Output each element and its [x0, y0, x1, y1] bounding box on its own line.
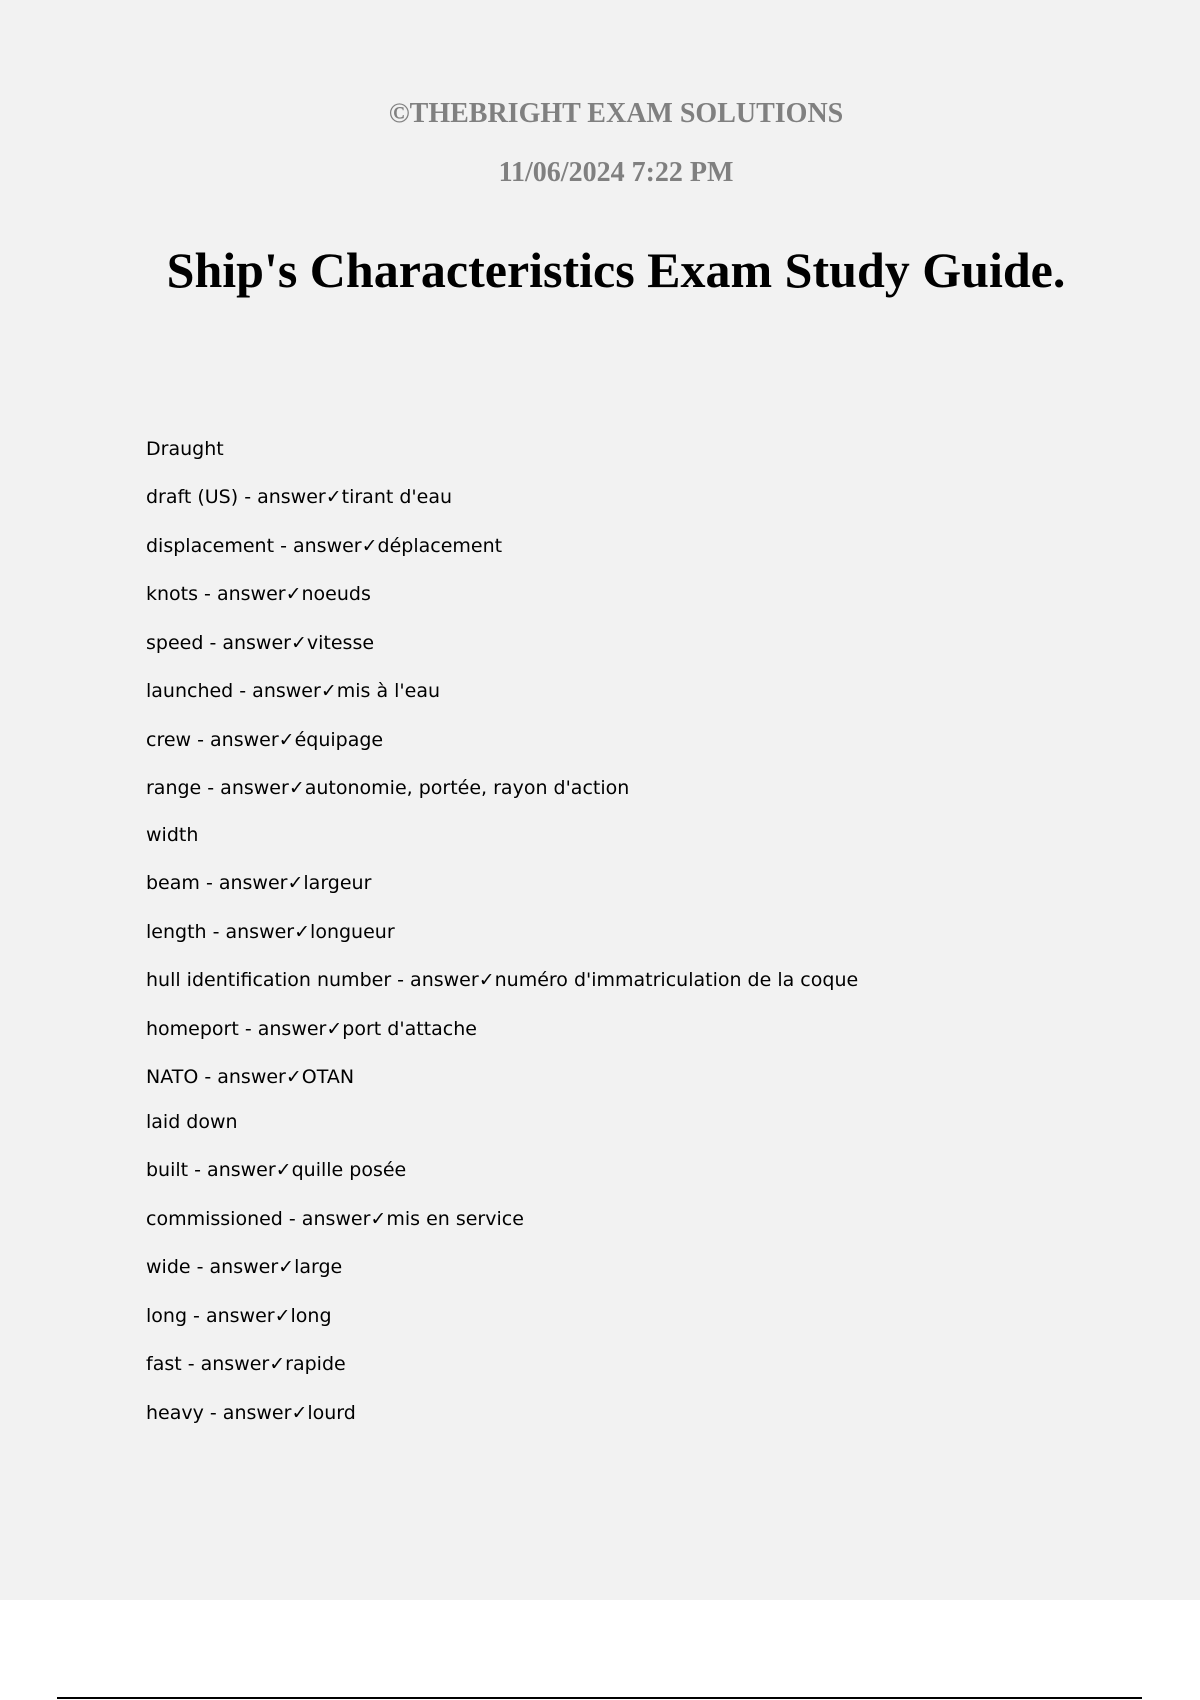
term-label: beam - answer	[146, 872, 288, 894]
term-label: speed - answer	[146, 632, 291, 654]
checkmark-icon: ✓	[290, 632, 307, 654]
term-label: launched - answer	[146, 680, 321, 702]
list-item	[146, 1109, 238, 1135]
term-answer: vitesse	[306, 632, 375, 654]
term-label: wide - answer	[146, 1256, 279, 1278]
list-item	[146, 870, 371, 896]
term-label: crew - answer	[146, 729, 279, 751]
document-title: Ship's Characteristics Exam Study Guide.	[166, 242, 1066, 298]
term-answer: OTAN	[301, 1066, 355, 1088]
term-label: built - answer	[146, 1159, 276, 1181]
term-label: length - answer	[146, 921, 295, 943]
term-answer: mis en service	[386, 1208, 524, 1230]
checkmark-icon: ✓	[278, 729, 295, 751]
list-item	[146, 1400, 356, 1426]
term-answer: port d'attache	[342, 1018, 477, 1040]
term-answer: équipage	[294, 729, 384, 751]
term-label: knots - answer	[146, 583, 286, 605]
checkmark-icon: ✓	[287, 872, 304, 894]
copyright-header: ©THEBRIGHT EXAM SOLUTIONS	[388, 98, 844, 129]
term-answer: numéro d'immatriculation de la coque	[494, 969, 859, 991]
term-label: NATO - answer	[146, 1066, 286, 1088]
list-item	[146, 1303, 332, 1329]
term-label: long - answer	[146, 1305, 275, 1327]
term-label: draft (US) - answer	[146, 486, 326, 508]
list-item	[146, 1157, 406, 1183]
list-item	[146, 630, 374, 656]
list-item	[146, 1351, 346, 1377]
list-item	[146, 822, 198, 848]
checkmark-icon: ✓	[269, 1353, 286, 1375]
checkmark-icon: ✓	[275, 1159, 292, 1181]
term-label: width	[146, 824, 199, 846]
term-answer: longueur	[310, 921, 395, 943]
list-item	[146, 581, 371, 607]
checkmark-icon: ✓	[370, 1208, 387, 1230]
term-label: laid down	[146, 1111, 238, 1133]
list-item	[146, 1016, 477, 1042]
term-label: heavy - answer	[146, 1402, 292, 1424]
term-answer: déplacement	[377, 535, 503, 557]
list-item	[146, 436, 224, 462]
list-item	[146, 919, 395, 945]
date-header: 11/06/2024 7:22 PM	[498, 157, 734, 188]
checkmark-icon: ✓	[361, 535, 378, 557]
checkmark-icon: ✓	[320, 680, 337, 702]
term-label: range - answer	[146, 777, 289, 799]
list-item	[146, 678, 440, 704]
list-item	[146, 727, 383, 753]
list-item	[146, 1206, 524, 1232]
term-answer: rapide	[285, 1353, 346, 1375]
footer-divider	[57, 1697, 1142, 1699]
term-label: hull identification number - answer	[146, 969, 479, 991]
checkmark-icon: ✓	[274, 1305, 291, 1327]
term-label: fast - answer	[146, 1353, 270, 1375]
checkmark-icon: ✓	[288, 777, 305, 799]
checkmark-icon: ✓	[326, 1018, 343, 1040]
term-answer: tirant d'eau	[341, 486, 453, 508]
term-answer: largeur	[303, 872, 372, 894]
term-answer: mis à l'eau	[336, 680, 441, 702]
term-answer: noeuds	[301, 583, 371, 605]
checkmark-icon: ✓	[285, 583, 302, 605]
term-label: Draught	[146, 438, 224, 460]
list-item	[146, 484, 452, 510]
term-label: commissioned - answer	[146, 1208, 371, 1230]
checkmark-icon: ✓	[294, 921, 311, 943]
term-answer: large	[294, 1256, 343, 1278]
list-item	[146, 1254, 342, 1280]
term-answer: autonomie, portée, rayon d'action	[304, 777, 630, 799]
term-answer: lourd	[307, 1402, 356, 1424]
list-item	[146, 775, 629, 801]
list-item	[146, 533, 502, 559]
checkmark-icon: ✓	[291, 1402, 308, 1424]
term-label: displacement - answer	[146, 535, 362, 557]
term-label: homeport - answer	[146, 1018, 327, 1040]
checkmark-icon: ✓	[285, 1066, 302, 1088]
list-item	[146, 967, 858, 993]
term-answer: long	[290, 1305, 332, 1327]
list-item	[146, 1064, 354, 1090]
checkmark-icon: ✓	[325, 486, 342, 508]
checkmark-icon: ✓	[478, 969, 495, 991]
term-answer: quille posée	[291, 1159, 407, 1181]
checkmark-icon: ✓	[278, 1256, 295, 1278]
